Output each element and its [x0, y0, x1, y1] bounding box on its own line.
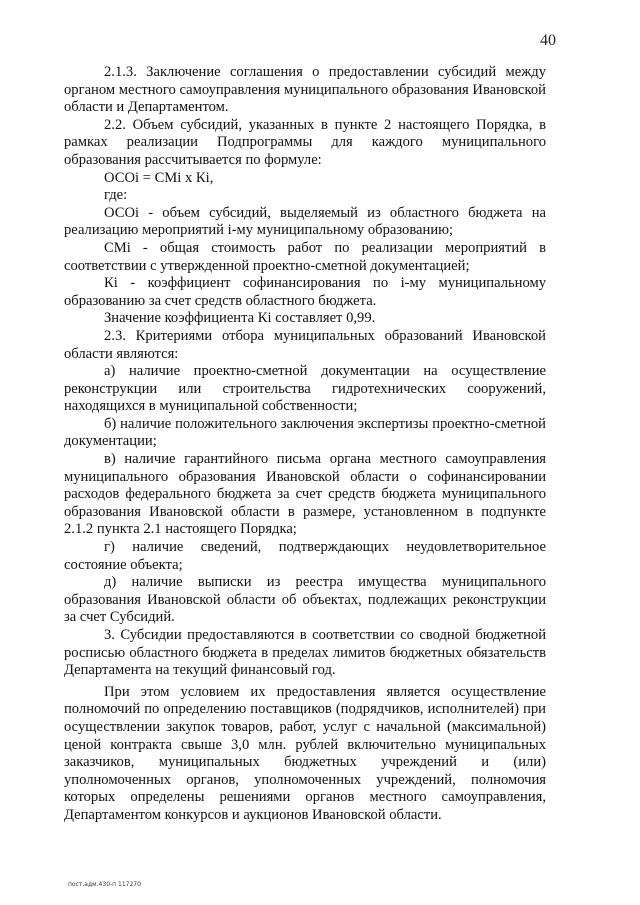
clause-3: 3. Субсидии предоставляются в соответствии со сводной бюджетной росписью областного бюджета в пределах лимитов бюджетных обязательств Департамента на текущий финансовый год.	[64, 627, 546, 679]
clause-2-1-3: 2.1.3. Заключение соглашения о предоставлении субсидий между органом местного самоуправления муниципального образования Ивановской области и Департаментом.	[64, 64, 546, 116]
coefficient-value: Значение коэффициента Кi составляет 0,99.	[104, 310, 376, 327]
criterion-a: а) наличие проектно-сметной документации на осуществление реконструкции или строительства гидротехнических сооружений, находящихся в муниципальной собственности;	[64, 363, 546, 415]
clause-2-2: 2.2. Объем субсидий, указанных в пункте 2 настоящего Порядка, в рамках реализации Подпрограммы для каждого муниципального образования рассчитывается по формуле:	[64, 116, 546, 168]
condition-paragraph: При этом условием их предоставления является осуществление полномочий по определению поставщиков (подрядчиков, исполнителей) при осуществлении закупок товаров, работ, услуг с начальной (максимальной) ценой контракта свыше 3,0 млн. рублей включительно муниципальных заказчиков, муниципальных бюджетных учреждений и (или) уполномоченных органов, уполномоченных учреждений, полномочия которых определены решениями органов местного самоуправления, Департаментом конкурсов и аукционов Ивановской области.	[64, 683, 546, 823]
definition-k: Кi - коэффициент софинансирования по i-му муниципальному образованию за счет средств областного бюджета.	[64, 275, 546, 309]
formula-where: где:	[104, 187, 128, 204]
criterion-v: в) наличие гарантийного письма органа местного самоуправления муниципального образования Ивановской области о софинансировании расходов федерального бюджета за счет средств бюджета муниципального образования Ивановской области в размере, установленном в подпункте 2.1.2 пункта 2.1 настоящего Порядка;	[64, 451, 546, 538]
criterion-d: д) наличие выписки из реестра имущества муниципального образования Ивановской области об объектах, подлежащих реконструкции за счет Субсидий.	[64, 574, 546, 626]
criterion-g: г) наличие сведений, подтверждающих неудовлетворительное состояние объекта;	[64, 539, 546, 573]
criterion-b: б) наличие положительного заключения экспертизы проектно-сметной документации;	[64, 415, 546, 450]
definition-sm: СМi - общая стоимость работ по реализации мероприятий в соответствии с утвержденной проектно-сметной документацией;	[64, 239, 546, 274]
definition-oso: ОСОi - объем субсидий, выделяемый из областного бюджета на реализацию мероприятий i-му муниципальному образованию;	[64, 204, 546, 239]
page-number: 40	[540, 32, 556, 49]
document-body	[64, 64, 546, 825]
formula: ОСОi = СМi x Кi,	[104, 169, 214, 186]
clause-2-3: 2.3. Критериями отбора муниципальных образований Ивановской области являются:	[64, 327, 546, 362]
footer-code: пост.адм.430-п 117270	[68, 881, 141, 888]
